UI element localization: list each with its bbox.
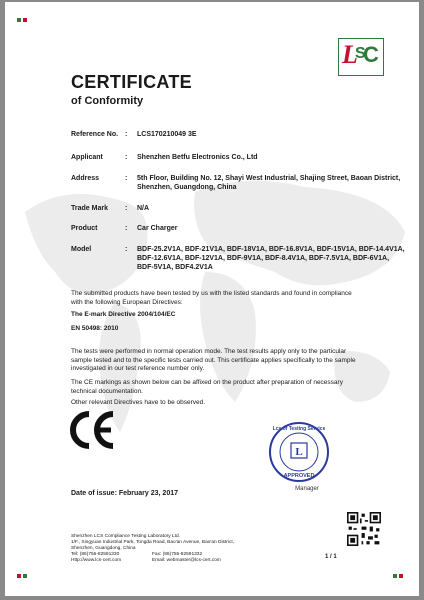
stamp-signer: Manager [295,486,319,492]
field-label: Applicant [71,154,103,161]
field-value: 5th Floor, Building No. 12, Shayi West Industrial, Shajing Street, Baoan District, Shenzhen, Guangdong, China [137,175,401,191]
compliance-statement: The submitted products have been tested by us with the listed standards and found in compliance with the following European Directives: [71,290,352,306]
footer-web: Http://www.lcs-cert.com [71,558,122,563]
field-label: Reference No. [71,131,119,138]
footer-address-1: 1/F., Xingyuan Industrial Park, Tongda Road, Bao'an Avenue, Bao'an District, [71,540,234,545]
lcs-logo: L S C [338,38,384,76]
page-number: 1 / 1 [325,554,337,560]
field-value: N/A [137,205,150,212]
field-value: LCS170210049 3E [137,131,197,138]
field-value: BDF-25.2V1A, BDF-21V1A, BDF-18V1A, BDF-16.8V1A, BDF-15V1A, BDF-14.4V1A, BDF-12.6V1A, BDF-12V1A, BDF-9V1A, BDF-8.4V1A, BDF-7.5V1A, BDF-6V1A, BDF-5V1A, BDF4.2V1A [137,246,405,271]
field-colon: : [125,225,128,232]
field-colon: : [125,246,128,253]
field-colon: : [125,154,128,161]
footer-company: Shenzhen LCS Compliance Testing Laboratory Ltd. [71,534,180,539]
test-note: The tests were performed in normal operation mode. The test results apply only to the particular sample tested and to the specific tests carried out. This certificate applies specifically to the sample investigated in our test reference number only. [71,348,356,372]
corner-dot [23,18,27,22]
footer-tel: Tel: (86)755-82591330 [71,552,120,557]
qr-code-icon [347,512,381,546]
certificate-subtitle: of Conformity [71,95,144,107]
field-value: Car Charger [137,225,178,232]
field-colon: : [125,175,128,182]
ce-note: The CE markings as shown below can be affixed on the product after preparation of necessary technical documentation. [71,379,343,395]
field-value: Shenzhen Betfu Electronics Co., Ltd [137,154,258,161]
svg-text:L: L [295,446,303,458]
certificate-title: CERTIFICATE [71,72,192,92]
field-colon: : [125,131,128,138]
corner-dot [393,574,397,578]
field-label: Model [71,246,92,253]
directive: The E-mark Directive 2004/104/EC [71,311,176,318]
approval-stamp [263,420,341,492]
footer-address-2: Shenzhen, Guangdong, China [71,546,136,551]
field-label: Trade Mark [71,205,108,212]
stamp-bottom-text: APPROVED [283,473,315,479]
other-directives: Other relevant Directives have to be observed. [71,399,206,406]
corner-dot [399,574,403,578]
footer-email: Email: webmaster@lcs-cert.com [152,558,221,563]
date-of-issue: Date of issue: February 23, 2017 [71,490,178,497]
ce-mark [69,410,117,450]
certificate-page [5,2,419,596]
footer-fax: Fax: (86)755-82591332 [152,552,203,557]
footer-fax-email [152,552,221,564]
stamp-top-text: Lcs of Testing Service [272,426,326,432]
field-label: Product [71,225,98,232]
corner-dot [23,574,27,578]
corner-dot [17,18,21,22]
field-label: Address [71,175,100,182]
standard: EN 50498: 2010 [71,325,119,332]
corner-dot [17,574,21,578]
field-colon: : [125,205,128,212]
